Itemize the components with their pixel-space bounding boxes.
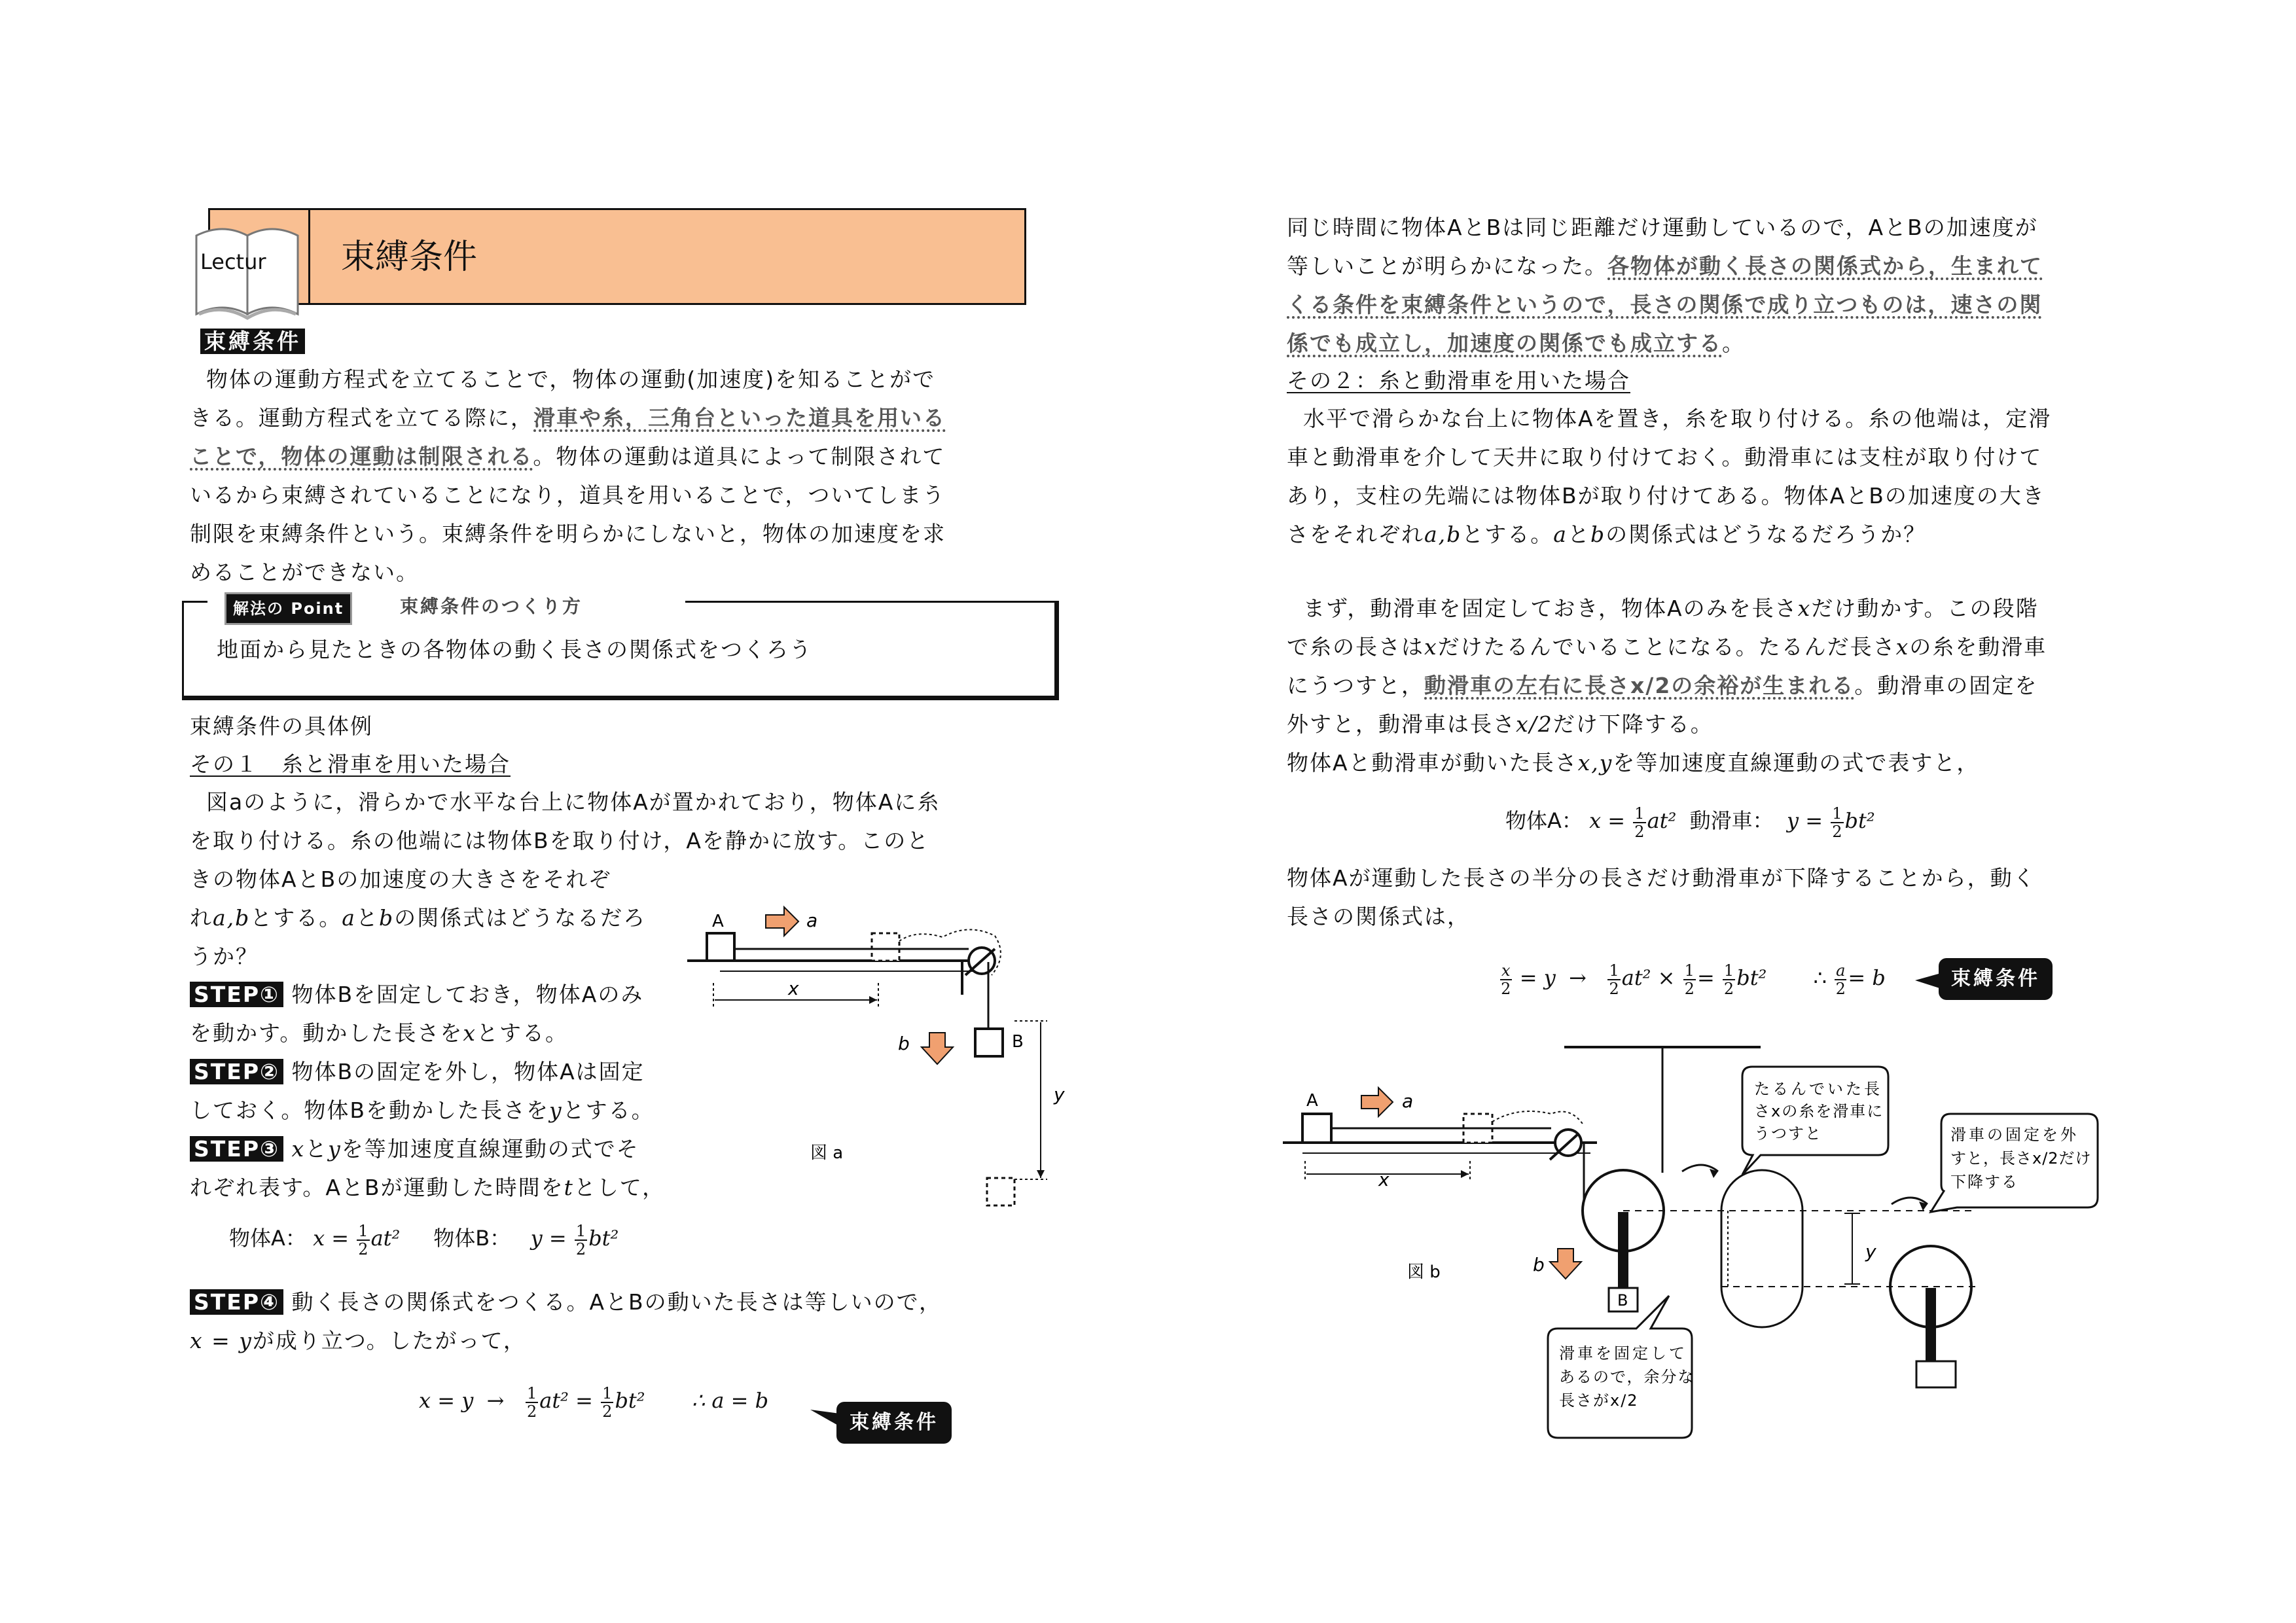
fig-a-label-a: a: [806, 910, 818, 931]
fig-b-caption: 図 b: [1407, 1262, 1441, 1282]
step1-label: STEP①: [190, 982, 283, 1007]
point-tag: 解法の Point: [224, 592, 352, 625]
case1-title: その１ 糸と滑車を用いた場合: [190, 751, 511, 777]
fig-b-label-y: y: [1865, 1241, 1876, 1262]
figure-b: [1276, 1041, 2140, 1446]
case2-title: その２：糸と動滑車を用いた場合: [1287, 368, 1630, 393]
right-paragraph-1: 同じ時間に物体AとBは同じ距離だけ運動しているので，AとBの加速度が 等しいことが明らかになった。各物体が動く長さの関係式から，生まれて くる条件を束縛条件というので，長さの関係で成り立つものは，速さの関 係でも成立し，加速度の関係でも成立する。: [1287, 215, 2043, 356]
right-paragraph-3: 物体Aが運動した長さの半分の長さだけ動滑車が下降することから，動く 長さの関係式は，: [1287, 865, 2036, 929]
fig-a-label-A: A: [712, 912, 724, 931]
note1-line2: さxの糸を滑車に: [1754, 1102, 1884, 1120]
note3-line3: 長さがx/2: [1559, 1391, 1639, 1410]
equation-3: 物体A： x = $\frac{1}{2}$ at² 動滑車： y = $\frac{1}{2}$ bt²: [1505, 804, 1875, 841]
fig-b-label-A: A: [1306, 1091, 1318, 1111]
note3-line2: あるので，余分な: [1559, 1368, 1695, 1386]
point-body: 地面から見たときの各物体の動く長さの関係式をつくろう: [217, 637, 812, 662]
equation-1: 物体A： x = $\frac{1}{2}$ at² 物体B： y = $\frac{1}{2}$ bt²: [229, 1221, 619, 1258]
note1-line3: うつすと: [1754, 1124, 1822, 1143]
case1-paragraph: 図aのように，滑らかで水平な台上に物体Aが置かれており，物体Aに糸 を取り付ける。糸の他端には物体Bを取り付け，Aを静かに放す。このと きの物体AとBの加速度の大きさをそれぞ れa,bとする。aとbの関係式はどうなるだろ うか？: [190, 789, 941, 969]
lecture-badge: Lectur: [200, 249, 266, 274]
fig-a-label-b: b: [898, 1033, 910, 1054]
step4: STEP④ 動く長さの関係式をつくる。AとBの動いた長さは等しいので， x = yが成り立つ。したがって，: [190, 1289, 942, 1353]
note2-line2: すと，長さx/2だけ: [1950, 1149, 2092, 1168]
right-paragraph-2: まず，動滑車を固定しておき，物体Aのみを長さxだけ動かす。この段階 で糸の長さはxだけたるんでいることになる。たるんだ長さxの糸を動滑車 にうつすと，動滑車の左右に長さx/2の余裕が生まれる。動滑車の固定を 外すと，動滑車は長さx/2だけ下降する。 物体Aと動滑車が動いた長さx,yを等加速度直線運動の式で表すと，: [1287, 596, 2047, 776]
section-label: 束縛条件: [200, 322, 305, 361]
examples-title: 束縛条件の具体例: [190, 713, 373, 739]
fig-a-label-x: x: [788, 978, 799, 999]
lecture-header: [208, 208, 1026, 305]
fig-a-caption: 図 a: [810, 1143, 844, 1163]
case2-paragraph: 水平で滑らかな台上に物体Aを置き，糸を取り付ける。糸の他端は，定滑 車と動滑車を介して天井に取り付けておく。動滑車には支柱が取り付けて あり，支柱の先端には物体Bが取り付けてある。物体AとBの加速度の大き さをそれぞれa,bとする。aとbの関係式はどうなるだろうか？: [1287, 406, 2052, 547]
equation-4: $\frac{x}{2}$ = y → $\frac{1}{2}$ at² × $\frac{1}{2}$ = $\frac{1}{2}$ bt² ∴ $\frac{a}{2}$ = b: [1501, 961, 1886, 998]
constraint-bubble-left: 束縛条件: [836, 1402, 952, 1444]
figure-a: [668, 890, 1086, 1217]
step4-label: STEP④: [190, 1289, 283, 1315]
constraint-bubble-right: 束縛条件: [1939, 958, 2053, 1000]
fig-a-label-y: y: [1054, 1084, 1065, 1105]
step2-label: STEP②: [190, 1059, 283, 1084]
note2-line3: 下降する: [1950, 1173, 2018, 1191]
equation-2: x = y → $\frac{1}{2}$ at² = $\frac{1}{2}$ bt² ∴ a = b: [419, 1383, 769, 1421]
intro-paragraph: 物体の運動方程式を立てることで，物体の運動(加速度)を知ることがで きる。運動方程式を立てる際に，滑車や糸，三角台といった道具を用いる ことで，物体の運動は制限される。物体の運動は道具によって制限されて いるから束縛されていることになり，道具を用いることで，ついてしまう 制限を束縛条件という。束縛条件を明らかにしないと，物体の加速度を求 めることができない。: [190, 366, 946, 585]
fig-b-label-x: x: [1378, 1169, 1390, 1190]
fig-a-label-B: B: [1012, 1032, 1024, 1052]
step3-label: STEP③: [190, 1136, 283, 1162]
point-box: [182, 596, 1059, 700]
note2-line1: 滑車の固定を外: [1950, 1126, 2079, 1144]
fig-b-label-B: B: [1617, 1291, 1628, 1310]
point-heading: 束縛条件のつくり方: [400, 596, 583, 617]
fig-b-label-a: a: [1402, 1090, 1414, 1112]
fig-b-label-b: b: [1533, 1254, 1545, 1275]
page-title: 束縛条件: [341, 238, 478, 277]
steps: STEP① 物体Bを固定しておき，物体Aのみ を動かす。動かした長さをxとする。 STEP② 物体Bの固定を外し，物体Aは固定 しておく。物体Bを動かした長さをyとする。 STEP③ xとyを等加速度直線運動の式でそ れぞれ表す。AとBが運動した時間をtとして，: [190, 982, 666, 1200]
note3-line1: 滑車を固定して: [1559, 1344, 1687, 1363]
note1-line1: たるんでいた長: [1754, 1080, 1882, 1098]
